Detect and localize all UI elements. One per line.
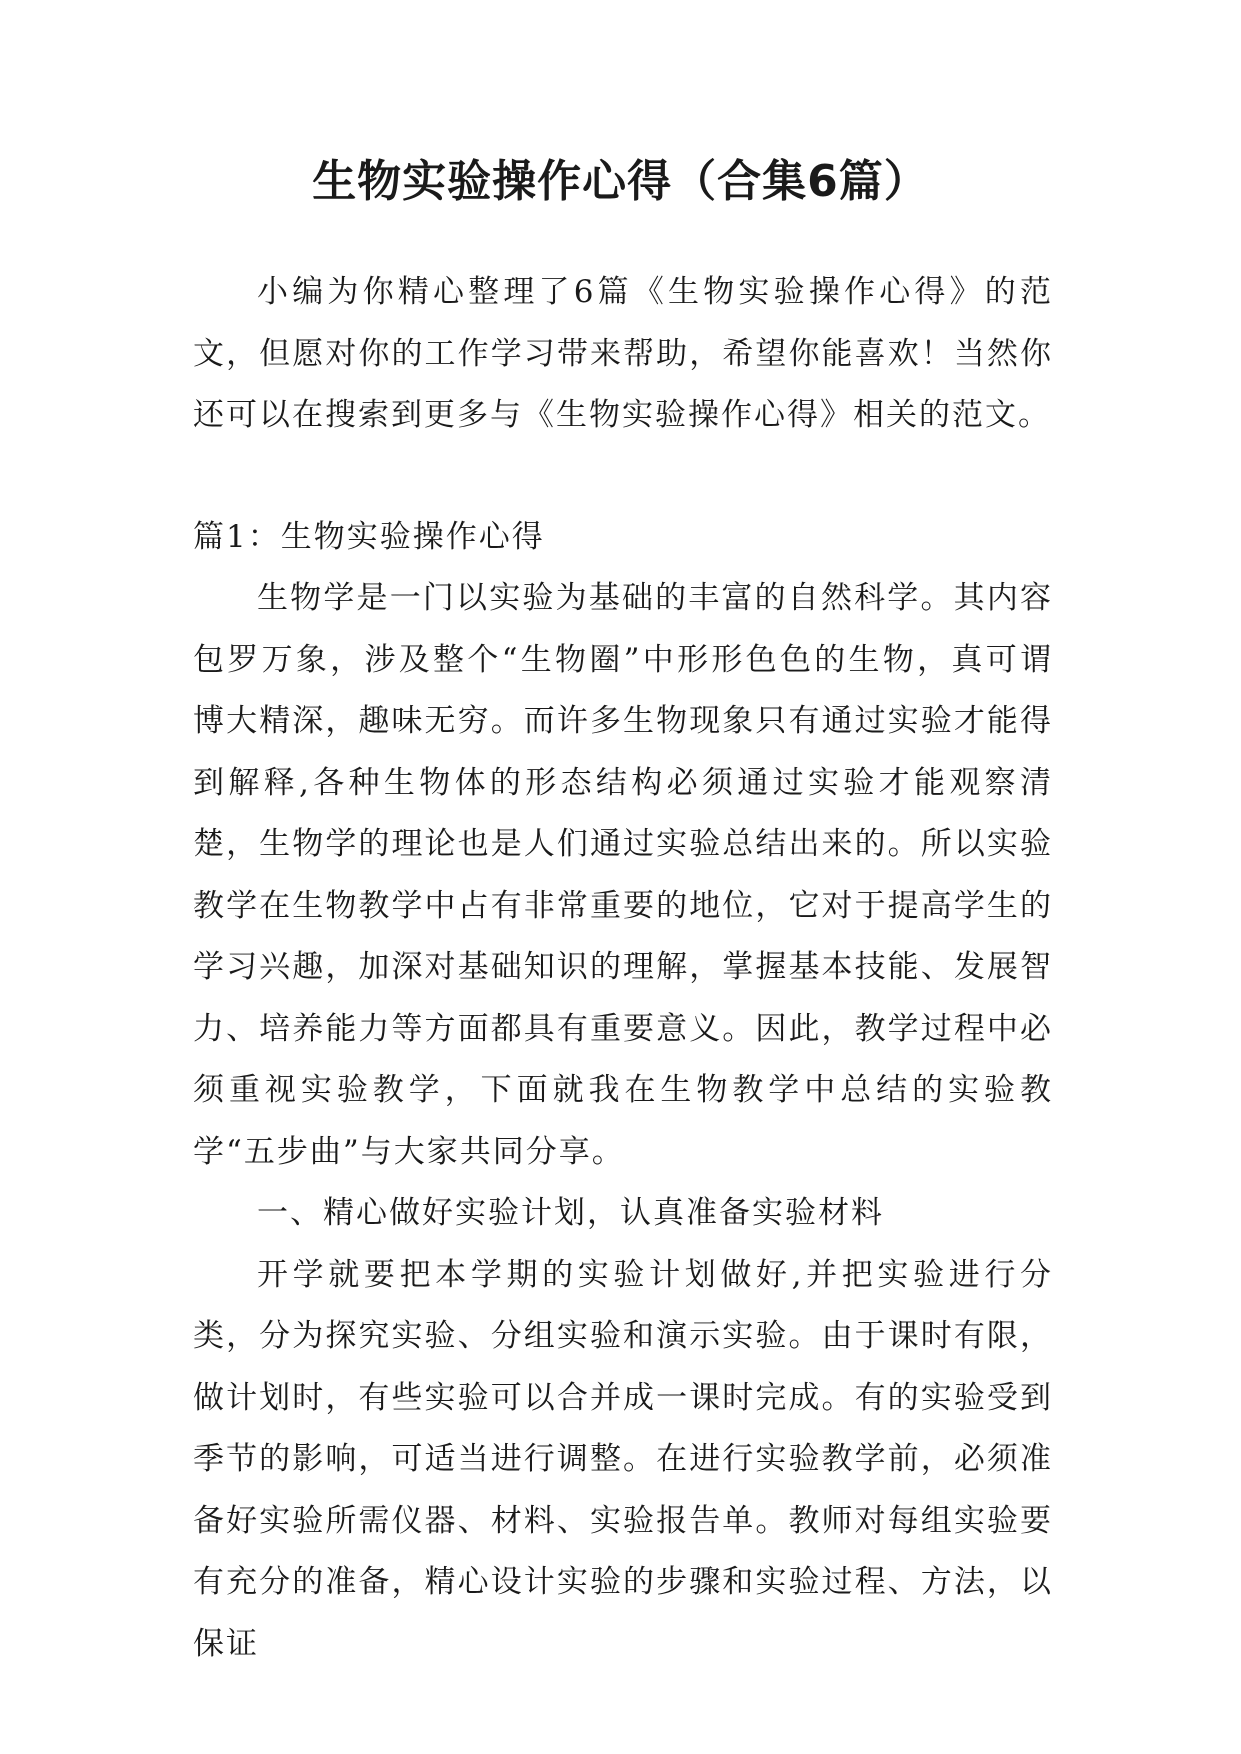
document-body [193, 262, 1053, 1675]
section-heading: 篇1：生物实验操作心得 [193, 518, 545, 555]
document-title: 生物实验操作心得（合集6篇） [312, 156, 929, 207]
intro-paragraph: 小编为你精心整理了6篇《生物实验操作心得》的范文，但愿对你的工作学习带来帮助，希望你能喜欢！当然你还可以在搜索到更多与《生物实验操作心得》相关的范文。 [193, 274, 1053, 433]
body-paragraph: 生物学是一门以实验为基础的丰富的自然科学。其内容包罗万象，涉及整个“生物圈”中形形色色的生物，真可谓博大精深，趣味无穷。而许多生物现象只有通过实验才能得到解释,各种生物体的形态结构必须通过实验才能观察清楚，生物学的理论也是人们通过实验总结出来的。所以实验教学在生物教学中占有非常重要的地位，它对于提高学生的学习兴趣，加深对基础知识的理解，掌握基本技能、发展智力、培养能力等方面都具有重要意义。因此，教学过程中必须重视实验教学，下面就我在生物教学中总结的实验教学“五步曲”与大家共同分享。 [193, 580, 1053, 1170]
subheading-paragraph: 一、精心做好实验计划，认真准备实验材料 [257, 1195, 884, 1231]
body-paragraph: 开学就要把本学期的实验计划做好,并把实验进行分类，分为探究实验、分组实验和演示实验。由于课时有限，做计划时，有些实验可以合并成一课时完成。有的实验受到季节的影响，可适当进行调整。在进行实验教学前，必须准备好实验所需仪器、材料、实验报告单。教师对每组实验要有充分的准备，精心设计实验的步骤和实验过程、方法，以保证 [193, 1256, 1053, 1662]
